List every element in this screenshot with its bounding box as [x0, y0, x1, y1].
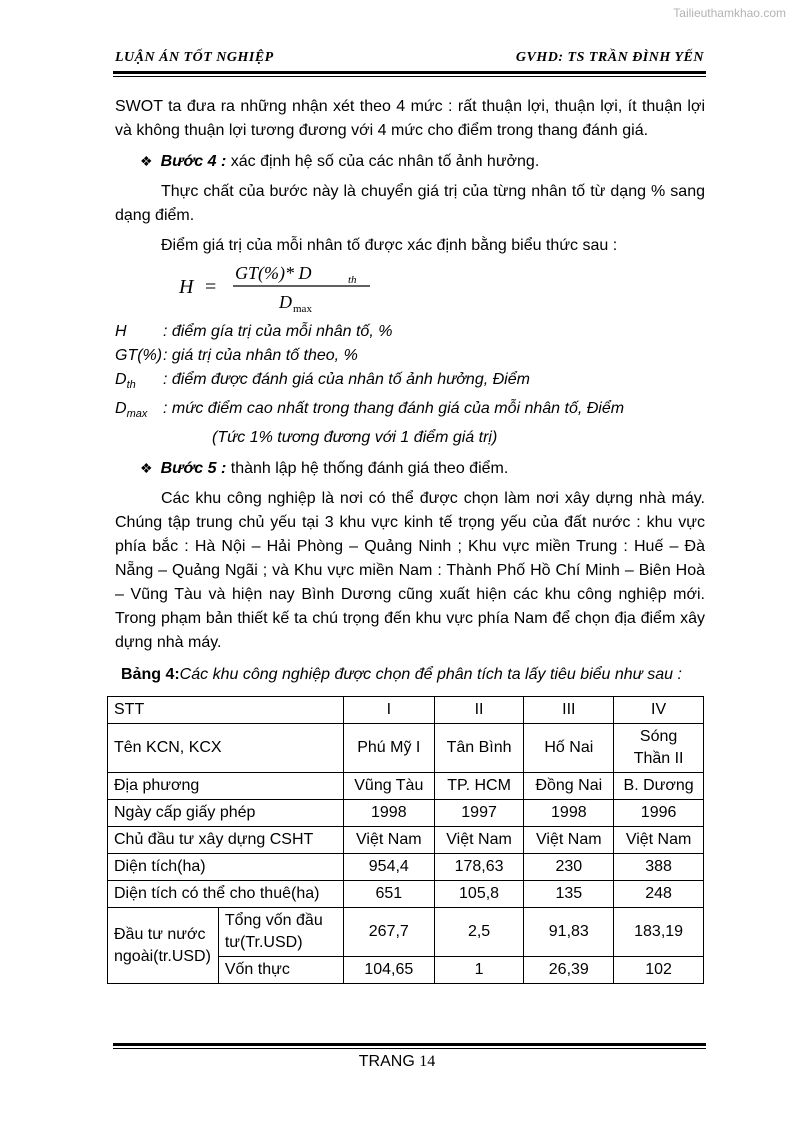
table-cell: B. Dương [614, 773, 704, 800]
formula [115, 258, 705, 320]
table-caption-label: Bảng 4: [121, 666, 180, 684]
table-cell: Phú Mỹ I [343, 724, 434, 773]
table-cell: 1997 [434, 800, 524, 827]
definition-row [115, 344, 705, 368]
definition-text: : giá trị của nhân tố theo, % [163, 347, 358, 364]
step-4 [140, 149, 705, 174]
page-number: 14 [419, 1053, 436, 1070]
paragraph-industrial-zones: Các khu công nghiệp là nơi có thể được chọn làm nơi xây dựng nhà máy. Chúng tập trung chủ yếu tại 3 khu vực kinh tế trọng yếu của đất nước : khu vực phía bắc : Hà Nội – Hải Phòng – Quảng Ninh ; Khu vực miền Trung : Huế – Đà Nẵng – Quảng Ngãi ; và Khu vực miền Nam : Thành Phố Hồ Chí Minh – Biên Hoà – Vũng Tàu và hiện nay Bình Dương cũng xuất hiện các khu công nghiệp mới. Trong phạm bản thiết kế ta chú trọng đến khu vực phía Nam để chọn địa điểm xây dựng nhà máy. [115, 490, 705, 652]
definition-row [115, 368, 705, 397]
table-cell: 651 [343, 881, 434, 908]
table-cell: Việt Nam [434, 827, 524, 854]
table-cell: 954,4 [343, 854, 434, 881]
table-cell: 2,5 [434, 908, 524, 957]
table-header-cell: STT [108, 697, 344, 724]
table-header-cell: III [524, 697, 614, 724]
formula-graphic [175, 258, 395, 318]
table-cell: Việt Nam [524, 827, 614, 854]
table-cell-fdi-label: Đầu tư nước ngoài(tr.USD) [108, 908, 219, 984]
paragraph-formula-intro: Điểm giá trị của mỗi nhân tố được xác định bằng biểu thức sau : [161, 237, 618, 254]
definition-note: (Tức 1% tương đương với 1 điểm giá trị) [212, 429, 498, 447]
table-cell: Việt Nam [343, 827, 434, 854]
table-row [108, 724, 704, 773]
table-cell: Địa phương [108, 773, 344, 800]
header-rule-thin [113, 76, 706, 77]
table-cell: Vốn thực [218, 957, 343, 984]
table-cell: Sóng Thần II [614, 724, 704, 773]
formula-equals: = [205, 276, 217, 298]
table-cell: 1998 [343, 800, 434, 827]
table-cell: 102 [614, 957, 704, 984]
formula-lhs: H [179, 276, 194, 298]
definition-symbol: GT(%) [115, 347, 163, 364]
table-cell: 1996 [614, 800, 704, 827]
table-cell: Tên KCN, KCX [108, 724, 344, 773]
definition-text: : điểm được đánh giá của nhân tố ảnh hưởng, Điểm [163, 371, 530, 388]
header-rule-thick [113, 71, 706, 74]
table-row [108, 881, 704, 908]
formula-numerator-sub: th [348, 274, 357, 286]
table-cell: TP. HCM [434, 773, 524, 800]
table-row [108, 908, 704, 957]
table-cell: Tổng vốn đầu tư(Tr.USD) [218, 908, 343, 957]
table-cell: 105,8 [434, 881, 524, 908]
table-row [108, 773, 704, 800]
diamond-bullet-icon: ❖ [140, 153, 153, 169]
table-caption [121, 663, 705, 687]
table-header-cell: I [343, 697, 434, 724]
table-cell: Vũng Tàu [343, 773, 434, 800]
table-cell: Tân Bình [434, 724, 524, 773]
footer-rule-thick [113, 1043, 706, 1046]
paragraph-swot: SWOT ta đưa ra những nhận xét theo 4 mức : rất thuận lợi, thuận lợi, ít thuận lợi và không thuận lợi tương đương với 4 mức cho điểm trong thang đánh giá. [115, 98, 705, 139]
table-cell: Diện tích có thể cho thuê(ha) [108, 881, 344, 908]
definition-text: : điểm gía trị của mỗi nhân tố, % [163, 323, 393, 340]
table-cell: 104,65 [343, 957, 434, 984]
table-row [108, 827, 704, 854]
table-cell: 183,19 [614, 908, 704, 957]
table-cell: Đồng Nai [524, 773, 614, 800]
footer-label: TRANG [358, 1053, 415, 1070]
paragraph-convert: Thực chất của bước này là chuyển giá trị của từng nhân tố từ dạng % sang dạng điểm. [115, 183, 705, 224]
table-cell: 178,63 [434, 854, 524, 881]
watermark: Tailieuthamkhao.com [673, 6, 786, 20]
table-row [108, 854, 704, 881]
step-4-text: xác định hệ số của các nhân tố ảnh hưởng. [226, 153, 540, 170]
table-header-cell: II [434, 697, 524, 724]
header-thesis-title: LUẬN ÁN TỐT NGHIỆP [115, 50, 274, 65]
industrial-zone-table [107, 696, 704, 984]
table-cell: 1 [434, 957, 524, 984]
definition-symbol: H [115, 323, 127, 340]
table-caption-text: Các khu công nghiệp được chọn để phân tích ta lấy tiêu biểu như sau : [179, 666, 682, 684]
table-cell: 135 [524, 881, 614, 908]
table-cell: 388 [614, 854, 704, 881]
step-5-text: thành lập hệ thống đánh giá theo điểm. [226, 460, 509, 478]
table-cell: 91,83 [524, 908, 614, 957]
table-cell: 248 [614, 881, 704, 908]
definition-row [115, 320, 705, 344]
table-cell: 1998 [524, 800, 614, 827]
table-header-cell: IV [614, 697, 704, 724]
table-row [108, 800, 704, 827]
table-cell: Chủ đầu tư xây dựng CSHT [108, 827, 344, 854]
definition-symbol: $D_{th}$ [115, 371, 136, 392]
table-cell: Hố Nai [524, 724, 614, 773]
table-cell: Việt Nam [614, 827, 704, 854]
step-5-label: Bước 5 : [160, 460, 227, 478]
header-advisor: GVHD: TS TRẦN ĐÌNH YẾN [515, 50, 704, 65]
table-cell: Diện tích(ha) [108, 854, 344, 881]
formula-denominator-sub: max [293, 303, 312, 315]
step-5 [140, 456, 705, 481]
formula-numerator: GT(%)* D [235, 263, 312, 283]
formula-denominator: D [279, 292, 292, 312]
table-cell: 230 [524, 854, 614, 881]
definition-symbol: $D_{max}$ [115, 400, 148, 421]
page-footer [0, 1053, 794, 1071]
step-4-label: Bước 4 : [160, 153, 227, 170]
definition-row [115, 397, 705, 426]
definition-text: : mức điểm cao nhất trong thang đánh giá của mỗi nhân tố, Điểm [163, 400, 625, 418]
table-header-row [108, 697, 704, 724]
page-content [115, 95, 705, 984]
table-cell: 267,7 [343, 908, 434, 957]
diamond-bullet-icon: ❖ [140, 460, 153, 477]
table-cell: 26,39 [524, 957, 614, 984]
table-cell: Ngày cấp giấy phép [108, 800, 344, 827]
footer-rule-thin [113, 1048, 706, 1049]
